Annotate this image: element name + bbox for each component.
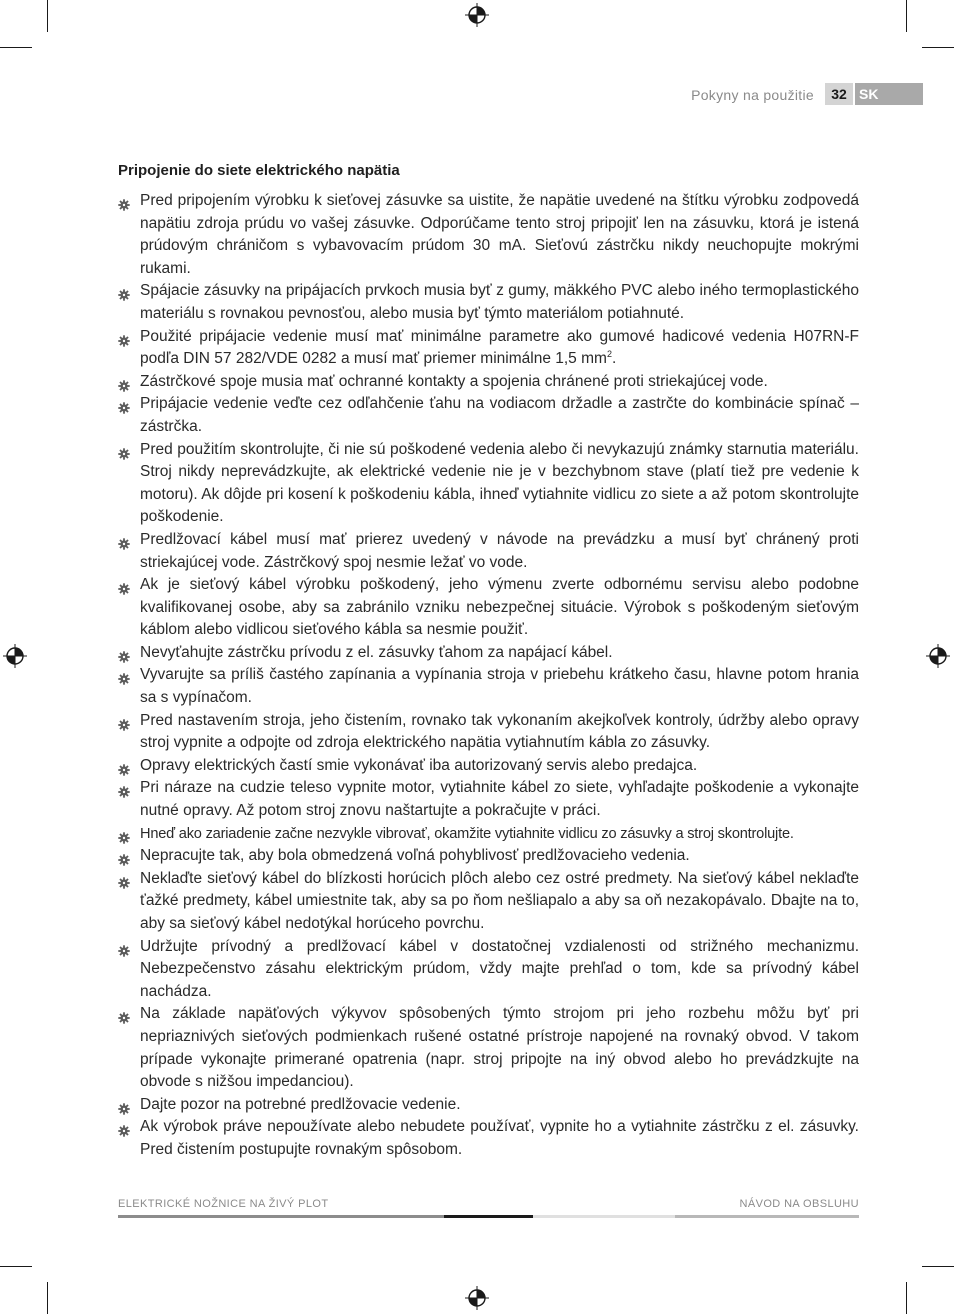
crop-mark bbox=[906, 1282, 907, 1314]
list-item-text: Použité pripájacie vedenie musí mať minimálne parametre ako gumové hadicové vedenia H07RN-F podľa DIN 57 282/VDE 0282 a musí mať priemer minimálne 1,5 mm bbox=[140, 327, 859, 368]
list-item bbox=[118, 664, 859, 709]
gear-bullet-icon bbox=[118, 716, 130, 728]
list-item-text: Ak je sieťový kábel výrobku poškodený, jeho výmenu zverte odbornému servisu alebo podobne kvalifikovanej osobe, aby sa zabránilo vzniku nebezpečnej situácie. Výrobok s poškodeným sieťovým káblom alebo vidlicou sieťového kábla sa nesmie použiť. bbox=[140, 576, 859, 639]
registration-mark-top-icon bbox=[465, 3, 489, 27]
list-item bbox=[118, 326, 859, 371]
list-item-tail: . bbox=[611, 350, 617, 368]
list-item-text: Pred nastavením stroja, jeho čistením, rovnako tak vykonaním akejkoľvek kontroly, údržby alebo opravy stroj vypnite a odpojte od zdroja elektrického napätia vytiahnutím kábla zo zásuvky. bbox=[140, 711, 859, 752]
gear-bullet-icon bbox=[118, 332, 130, 344]
list-item bbox=[118, 190, 859, 280]
list-item bbox=[118, 777, 859, 822]
list-item bbox=[118, 642, 859, 665]
bullet-list bbox=[118, 190, 859, 1162]
gear-bullet-icon bbox=[118, 851, 130, 863]
gear-bullet-icon bbox=[118, 829, 130, 841]
footer-rule bbox=[118, 1215, 859, 1218]
gear-bullet-icon bbox=[118, 580, 130, 592]
list-item-text: Dajte pozor na potrebné predlžovacie vedenie. bbox=[140, 1095, 461, 1113]
crop-mark bbox=[47, 0, 48, 32]
crop-mark bbox=[922, 47, 954, 48]
registration-mark-left-icon bbox=[3, 644, 27, 668]
registration-mark-bottom-icon bbox=[465, 1286, 489, 1310]
list-item bbox=[118, 755, 859, 778]
gear-bullet-icon bbox=[118, 761, 130, 773]
page-header bbox=[660, 83, 924, 105]
crop-mark bbox=[0, 47, 32, 48]
crop-mark bbox=[0, 1266, 32, 1267]
list-item-text: Vyvarujte sa príliš častého zapínania a vypínania stroja v priebehu krátkeho času, hlavne potom hrania sa s vypínačom. bbox=[140, 666, 859, 707]
header-title: Pokyny na použitie bbox=[691, 87, 814, 103]
crop-mark bbox=[922, 1266, 954, 1267]
gear-bullet-icon bbox=[118, 1122, 130, 1134]
list-item-text: Predlžovací kábel musí mať prierez uvedený v návode na prevádzku a musí byť chránený proti striekajúcej vode. Zástrčkový spoj nesmie ležať vo vode. bbox=[140, 530, 859, 571]
gear-bullet-icon bbox=[118, 399, 130, 411]
list-item bbox=[118, 393, 859, 438]
list-item bbox=[118, 936, 859, 1004]
gear-bullet-icon bbox=[118, 286, 130, 298]
list-item-text: Nepracujte tak, aby bola obmedzená voľná pohyblivosť predlžovacieho vedenia. bbox=[140, 847, 690, 865]
list-item-text: Pri náraze na cudzie teleso vypnite motor, vytiahnite kábel zo siete, vyhľadajte poškodenie a vykonajte nutné opravy. Až potom stroj znovu naštartujte a pokračujte v práci. bbox=[140, 779, 859, 820]
list-item-text: Udržujte prívodný a predlžovací kábel v dostatočnej vzdialenosti od strižného mechanizmu. Nebezpečenstvo zásahu elektrickým prúdom, vždy majte prehľad o tom, kde sa prívodný kábel nachádza. bbox=[140, 937, 859, 1000]
gear-bullet-icon bbox=[118, 1100, 130, 1112]
list-item bbox=[118, 823, 859, 846]
registration-mark-right-icon bbox=[926, 644, 950, 668]
list-item-text: Zástrčkové spoje musia mať ochranné kontakty a spojenia chránené proti striekajúcej vode. bbox=[140, 372, 768, 390]
list-item bbox=[118, 845, 859, 868]
main-content bbox=[118, 160, 859, 1162]
section-heading: Pripojenie do siete elektrického napätia bbox=[118, 162, 400, 179]
list-item bbox=[118, 1116, 859, 1161]
list-item-text: Neklaďte sieťový kábel do blízkosti horúcich plôch alebo cez ostré predmety. Na sieťový kábel neklaďte ťažké predmety, kábel umiestnite tak, aby sa po ňom nešliapalo a aby sa oň nezakopávalo. Dbajte na to, aby sa sieťový kábel nedotýkal horúceho povrchu. bbox=[140, 869, 859, 932]
list-item bbox=[118, 529, 859, 574]
gear-bullet-icon bbox=[118, 783, 130, 795]
superscript: 2 bbox=[606, 349, 612, 359]
list-item bbox=[118, 1003, 859, 1093]
footer-document-type: NÁVOD NA OBSLUHU bbox=[739, 1198, 859, 1210]
crop-mark bbox=[47, 1282, 48, 1314]
list-item-text: Pred použitím skontrolujte, či nie sú poškodené vedenia alebo či nevykazujú známky starnutia materiálu. Stroj nikdy neprevádzkujte, ak elektrické vedenie nie je v bezchybnom stave (platí tiež pre vedenie k motoru). Ak dôjde pri kosení k poškodeniu kábla, ihneď vytiahnite vidlicu zo siete a až potom skontrolujte poškodenie. bbox=[140, 440, 859, 526]
list-item bbox=[118, 439, 859, 529]
list-item bbox=[118, 280, 859, 325]
list-item-text: Nevyťahujte zástrčku prívodu z el. zásuvky ťahom za napájací kábel. bbox=[140, 643, 613, 661]
gear-bullet-icon bbox=[118, 535, 130, 547]
list-item-text: Spájacie zásuvky na pripájacích prvkoch musia byť z gumy, mäkkého PVC alebo iného termoplastického materiálu s rovnakou pevnosťou, alebo musia byť týmto materiálom potiahnuté. bbox=[140, 282, 859, 322]
footer-product-name: ELEKTRICKÉ NOŽNICE NA ŽIVÝ PLOT bbox=[118, 1198, 329, 1210]
list-item-text: Opravy elektrických častí smie vykonávať iba autorizovaný servis alebo predajca. bbox=[140, 756, 698, 774]
gear-bullet-icon bbox=[118, 1009, 130, 1021]
list-item bbox=[118, 868, 859, 936]
list-item bbox=[118, 371, 859, 394]
gear-bullet-icon bbox=[118, 648, 130, 660]
gear-bullet-icon bbox=[118, 874, 130, 886]
language-badge: SK bbox=[855, 83, 923, 105]
gear-bullet-icon bbox=[118, 445, 130, 457]
list-item-text: Ak výrobok práve nepoužívate alebo nebudete používať, vypnite ho a vytiahnite zástrčku z el. zásuvky. Pred čistením postupujte rovnakým spôsobom. bbox=[140, 1118, 859, 1158]
list-item bbox=[118, 574, 859, 642]
list-item-text: Hneď ako zariadenie začne nezvykle vibrovať, okamžite vytiahnite vidlicu zo zásuvky a stroj skontrolujte. bbox=[140, 825, 794, 842]
gear-bullet-icon bbox=[118, 670, 130, 682]
gear-bullet-icon bbox=[118, 196, 130, 208]
list-item bbox=[118, 710, 859, 755]
list-item-text: Pripájacie vedenie veďte cez odľahčenie ťahu na vodiacom držadle a zastrčte do kombinácie spínač – zástrčka. bbox=[140, 395, 859, 435]
crop-mark bbox=[906, 0, 907, 32]
list-item-text: Na základe napäťových výkyvov spôsobených týmto strojom pri jeho rozbehu môžu byť pri nepriaznivých sieťových podmienkach rušené ostatné prístroje napojené na rovnaký obvod. V takom prípade vykonajte primerané opatrenia (napr. stroj pripojte na iný obvod alebo ho prevádzkujte na obvode s nižšou impedanciou). bbox=[140, 1005, 859, 1091]
list-item-text: Pred pripojením výrobku k sieťovej zásuvke sa uistite, že napätie uvedené na štítku výrobku zodpovedá napätiu zdroja prúdu vo vašej zásuvke. Odporúčame tento stroj pripojiť len na zásuvku, ktorá je istená prúdovým chráničom s vybavovacím prúdom 30 mA. Sieťovú zástrčku nikdy neuchopujte mokrými rukami. bbox=[140, 192, 859, 277]
gear-bullet-icon bbox=[118, 942, 130, 954]
gear-bullet-icon bbox=[118, 377, 130, 389]
page-number: 32 bbox=[825, 83, 853, 105]
list-item bbox=[118, 1094, 859, 1117]
